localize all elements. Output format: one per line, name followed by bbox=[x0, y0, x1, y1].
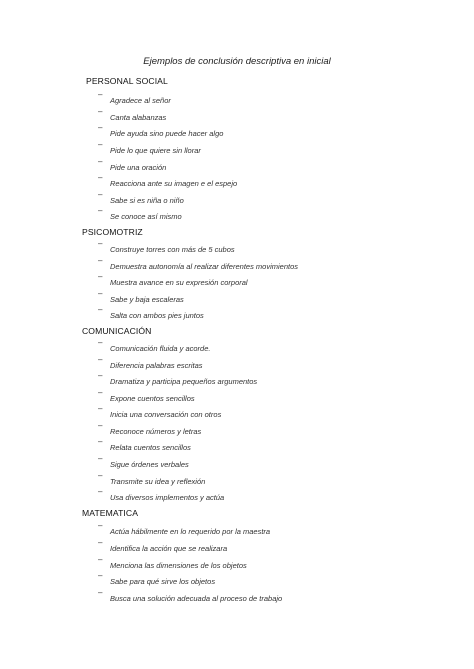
dash-bullet: – bbox=[98, 437, 103, 446]
dash-bullet: – bbox=[98, 107, 103, 116]
dash-bullet: – bbox=[98, 355, 103, 364]
dash-bullet: – bbox=[98, 588, 103, 597]
list-item: – Reconoce números y letras bbox=[98, 421, 202, 436]
list-item: – Expone cuentos sencillos bbox=[98, 388, 195, 403]
list-item: – Pide ayuda sino puede hacer algo bbox=[98, 123, 224, 138]
list-item: – Salta con ambos pies juntos bbox=[98, 305, 204, 320]
list-item: – Pide una oración bbox=[98, 157, 167, 172]
list-item: – Comunicación fluida y acorde. bbox=[98, 338, 211, 353]
list-item: – Sabe para qué sirve los objetos bbox=[98, 571, 216, 586]
dash-bullet: – bbox=[98, 555, 103, 564]
section-heading-psicomotriz: PSICOMOTRIZ bbox=[82, 227, 143, 237]
list-item: – Transmite su idea y reflexión bbox=[98, 471, 206, 486]
list-item: – Relata cuentos sencillos bbox=[98, 437, 191, 452]
list-item: – Sigue órdenes verbales bbox=[98, 454, 189, 469]
list-item: – Agradece al señor bbox=[98, 90, 171, 105]
dash-bullet: – bbox=[98, 190, 103, 199]
dash-bullet: – bbox=[98, 305, 103, 314]
dash-bullet: – bbox=[98, 421, 103, 430]
dash-bullet: – bbox=[98, 338, 103, 347]
section-heading-personal-social: PERSONAL SOCIAL bbox=[86, 76, 168, 86]
dash-bullet: – bbox=[98, 571, 103, 580]
dash-bullet: – bbox=[98, 371, 103, 380]
dash-bullet: – bbox=[98, 388, 103, 397]
dash-bullet: – bbox=[98, 471, 103, 480]
dash-bullet: – bbox=[98, 272, 103, 281]
section-heading-comunicacion: COMUNICACIÓN bbox=[82, 326, 152, 336]
dash-bullet: – bbox=[98, 239, 103, 248]
list-item: – Canta alabanzas bbox=[98, 107, 167, 122]
list-item: – Sabe y baja escaleras bbox=[98, 289, 184, 304]
dash-bullet: – bbox=[98, 140, 103, 149]
list-item: – Sabe si es niña o niño bbox=[98, 190, 184, 205]
list-item: – Dramatiza y participa pequeños argumentos bbox=[98, 371, 258, 386]
dash-bullet: – bbox=[98, 256, 103, 265]
dash-bullet: – bbox=[98, 521, 103, 530]
dash-bullet: – bbox=[98, 206, 103, 215]
dash-bullet: – bbox=[98, 90, 103, 99]
section-heading-matematica: MATEMATICA bbox=[82, 508, 139, 518]
list-item: – Demuestra autonomía al realizar diferentes movimientos bbox=[98, 256, 299, 271]
list-item: – Identifica la acción que se realizara bbox=[98, 538, 228, 553]
list-item: – Pide lo que quiere sin llorar bbox=[98, 140, 201, 155]
list-item: – Reacciona ante su imagen e el espejo bbox=[98, 173, 238, 188]
list-item: – Se conoce así mismo bbox=[98, 206, 182, 221]
list-item: – Muestra avance en su expresión corporal bbox=[98, 272, 248, 287]
list-item: – Busca una solución adecuada al proceso de trabajo bbox=[98, 588, 283, 603]
dash-bullet: – bbox=[98, 487, 103, 496]
dash-bullet: – bbox=[98, 289, 103, 298]
list-item: – Actúa hábilmente en lo requerido por la maestra bbox=[98, 521, 271, 536]
document-title: Ejemplos de conclusión descriptiva en inicial bbox=[143, 56, 331, 67]
dash-bullet: – bbox=[98, 173, 103, 182]
list-item: – Usa diversos implementos y actúa bbox=[98, 487, 225, 502]
list-item: – Inicia una conversación con otros bbox=[98, 404, 222, 419]
list-item: – Diferencia palabras escritas bbox=[98, 355, 203, 370]
dash-bullet: – bbox=[98, 538, 103, 547]
dash-bullet: – bbox=[98, 123, 103, 132]
dash-bullet: – bbox=[98, 404, 103, 413]
list-item: – Construye torres con más de 5 cubos bbox=[98, 239, 235, 254]
list-item: – Menciona las dimensiones de los objetos bbox=[98, 555, 247, 570]
dash-bullet: – bbox=[98, 157, 103, 166]
dash-bullet: – bbox=[98, 454, 103, 463]
